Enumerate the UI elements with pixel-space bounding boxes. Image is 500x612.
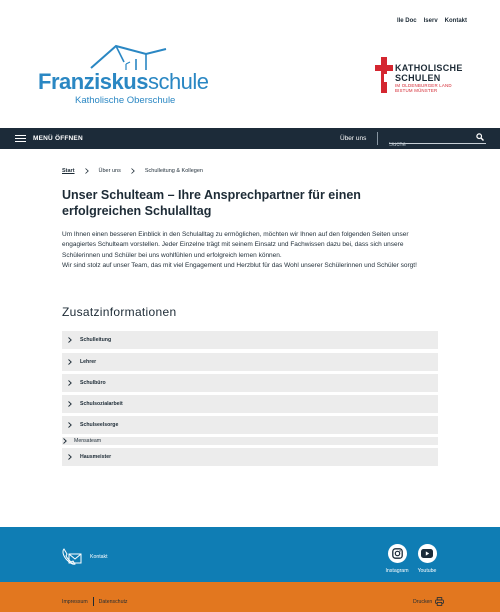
footer-contact-link[interactable]: [62, 548, 108, 566]
chevron-right-icon: [68, 359, 72, 365]
footer-link-impressum[interactable]: Impressum: [62, 598, 88, 605]
menu-open-label: MENÜ ÖFFNEN: [33, 135, 83, 142]
intro-text: Um Ihnen einen besseren Einblick in den Schulalltag zu ermöglichen, möchten wir Ihnen auf den folgenden Seiten unser engagiertes Schulteam vorstellen. Jeder Einzelne trägt mit seinem Einsatz und Fachwissen dazu bei, dass sich unsere Schülerinnen und Schüler bei uns wohlfühlen und erfolgreich lernen können. Wir sind stolz auf unser Team, das mit viel Engagement und Herzblut für das Wohl unserer Schülerinnen und Schüler sorgt!: [62, 231, 417, 269]
school-subtitle: Katholische Oberschule: [75, 95, 176, 106]
cross-logo-icon: [375, 57, 393, 93]
ks-line2: SCHULEN: [395, 73, 441, 83]
chevron-right-icon: [68, 422, 72, 428]
accordion-item-hausmeister[interactable]: [62, 448, 438, 466]
footer-divider: [93, 597, 94, 606]
youtube-label: Youtube: [417, 568, 437, 574]
accordion-label: Lehrer: [80, 359, 97, 365]
breadcrumb-current: Schulleitung & Kollegen: [144, 168, 203, 174]
chevron-right-icon: [63, 438, 67, 444]
accordion-item-lehrer[interactable]: [62, 353, 438, 371]
printer-icon: [435, 597, 444, 606]
chevron-right-icon: [68, 380, 72, 386]
accordion-label: Hausmeister: [80, 454, 112, 460]
chevron-right-icon: [131, 168, 135, 174]
accordion-label: Schulbüro: [80, 380, 106, 386]
ks-line4: BISTUM MÜNSTER: [395, 88, 438, 94]
accordion-label: Mensateam: [74, 438, 102, 444]
breadcrumb-start[interactable]: Start: [62, 168, 75, 174]
search-input[interactable]: [389, 140, 469, 150]
youtube-icon: [418, 544, 437, 563]
hamburger-icon: [15, 135, 26, 143]
top-nav-kontakt[interactable]: Kontakt: [444, 18, 467, 24]
katholische-schulen-logo[interactable]: [375, 56, 465, 96]
nav-divider: [377, 132, 378, 145]
top-nav: [397, 18, 467, 24]
phone-mail-icon: [62, 548, 82, 566]
footer-link-datenschutz[interactable]: Datenschutz: [98, 598, 128, 605]
search-box: [389, 133, 486, 144]
footer-contact-bar: [0, 527, 500, 582]
chevron-right-icon: [68, 337, 72, 343]
school-name: Franziskusschule: [38, 69, 209, 94]
footer-links: [62, 597, 128, 606]
accordion-item-mensateam[interactable]: [62, 437, 438, 445]
main-navbar: [0, 128, 500, 149]
accordion-label: Schulleitung: [80, 337, 112, 343]
menu-open-button[interactable]: [15, 128, 83, 149]
section-title: Zusatzinformationen: [62, 305, 177, 319]
breadcrumb-ueber-uns[interactable]: Über uns: [98, 168, 121, 174]
instagram-label: Instagram: [385, 568, 409, 574]
accordion-item-schulleitung[interactable]: [62, 331, 438, 349]
ks-line3: IM OLDENBURGER LAND: [395, 83, 452, 88]
top-nav-ile-doc[interactable]: Ile Doc: [396, 18, 417, 24]
instagram-link[interactable]: [382, 544, 412, 574]
school-logo[interactable]: [38, 40, 209, 106]
footer-legal-bar: [0, 582, 500, 612]
instagram-icon: [388, 544, 407, 563]
accordion-item-schulbuero[interactable]: [62, 374, 438, 392]
footer-contact-label: Kontakt: [90, 554, 108, 560]
breadcrumb: [62, 168, 203, 174]
youtube-link[interactable]: [412, 544, 442, 574]
chevron-right-icon: [85, 168, 89, 174]
print-label: Drucken: [413, 598, 433, 605]
print-button[interactable]: [413, 597, 444, 606]
accordion-label: Schulsozialarbeit: [80, 401, 123, 407]
top-nav-iserv[interactable]: Iserv: [423, 18, 438, 24]
accordion-item-schulsozialarbeit[interactable]: [62, 395, 438, 413]
chevron-right-icon: [68, 401, 72, 407]
nav-link-ueber-uns[interactable]: Über uns: [340, 135, 367, 142]
chevron-right-icon: [68, 454, 72, 460]
ks-line1: KATHOLISCHE: [395, 63, 463, 73]
accordion-label: Schulseelsorge: [80, 422, 119, 428]
accordion-item-schulseelsorge[interactable]: [62, 416, 438, 434]
page-title: Unser Schulteam – Ihre Ansprechpartner für einen erfolgreichen Schulalltag: [62, 188, 361, 218]
search-icon[interactable]: [476, 133, 484, 141]
